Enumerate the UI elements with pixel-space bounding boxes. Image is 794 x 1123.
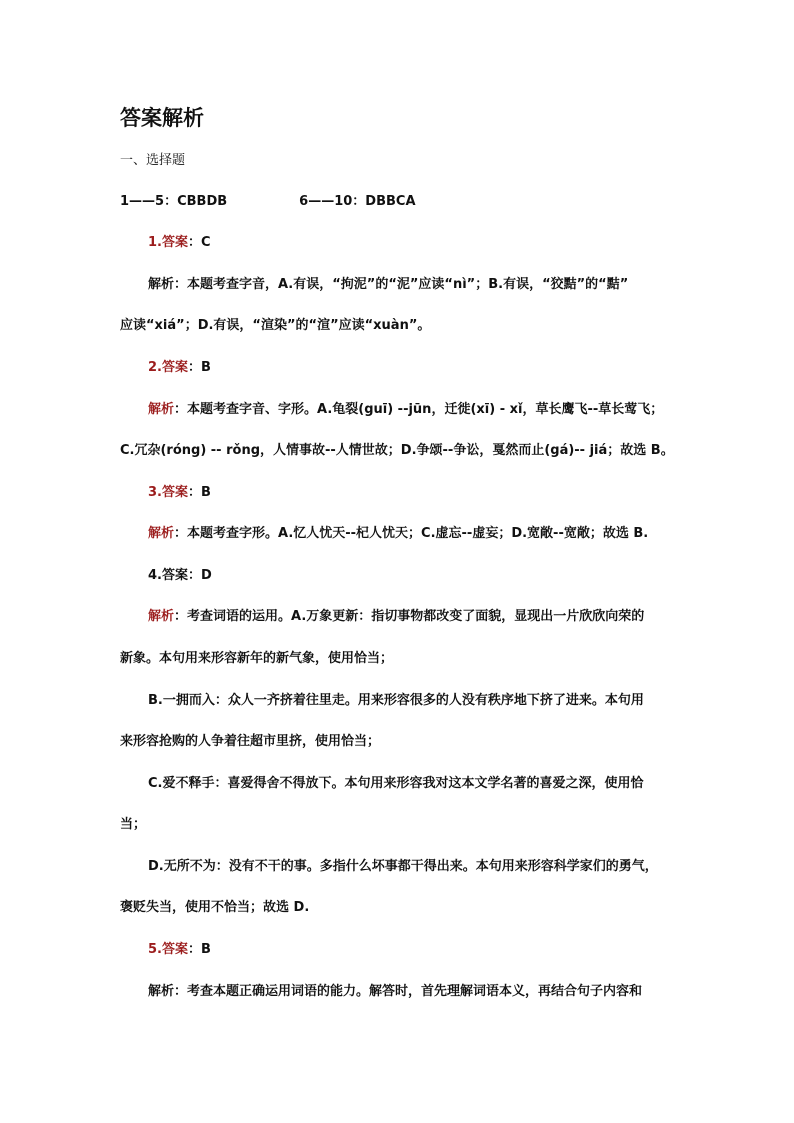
q1-answer bbox=[148, 234, 684, 252]
answer-key-6-10: 6——10：DBBCA bbox=[299, 194, 416, 209]
q1-explanation-line-1: 解析：本题考查字音，A.有误，“拘泥”的“泥”应读“nì”；B.有误，“狡黠”的“黠” bbox=[148, 277, 629, 292]
answer-key-row bbox=[120, 193, 684, 211]
q2-answer-value: ：B bbox=[187, 360, 211, 375]
q4-explanation-label: 解析 bbox=[148, 609, 175, 624]
q5-answer-value: ：B bbox=[187, 942, 211, 957]
q3-answer bbox=[148, 484, 684, 502]
q4-option-c-line-2: 当； bbox=[120, 817, 147, 832]
q5-answer bbox=[148, 941, 684, 959]
q2-answer bbox=[148, 359, 684, 377]
q3-answer-label: 3.答案 bbox=[148, 485, 188, 500]
q3-answer-value: ：B bbox=[187, 485, 211, 500]
q3-explanation-line-1 bbox=[148, 525, 684, 543]
q3-explanation-label: 解析 bbox=[148, 526, 175, 541]
q2-explanation-line-1 bbox=[148, 401, 684, 419]
q1-answer-value: ：C bbox=[187, 235, 211, 250]
q5-explanation-line-1: 解析：考查本题正确运用词语的能力。解答时，首先理解词语本义，再结合句子内容和 bbox=[148, 984, 643, 999]
q4-explanation-line-2: 新象。本句用来形容新年的新气象，使用恰当； bbox=[120, 651, 394, 666]
q4-explanation-text: ：考查词语的运用。A.万象更新：指切事物都改变了面貌，显现出一片欣欣向荣的 bbox=[174, 609, 645, 624]
section-heading: 一、选择题 bbox=[120, 153, 186, 168]
q2-explanation-line-2: C.冗杂(róng) -- rǒng，人情事故--人情世故；D.争颂--争讼，戛然而止(gá)-- jiá；故选 B。 bbox=[120, 443, 674, 458]
q4-option-c-line-1: C.爱不释手：喜爱得舍不得放下。本句用来形容我对这本文学名著的喜爱之深，使用恰 bbox=[148, 776, 644, 791]
q4-explanation-line-1 bbox=[148, 608, 684, 626]
q4-option-d-line-2: 褒贬失当，使用不恰当；故选 D. bbox=[120, 900, 310, 915]
q4-answer: 4.答案：D bbox=[148, 568, 212, 583]
q3-explanation-text: ：本题考查字形。A.忆人忧天--杞人忧天；C.虚忘--虚妄；D.宽敞--宽敞；故选 B. bbox=[174, 526, 649, 541]
q4-option-b-line-1: B.一拥而入：众人一齐挤着往里走。用来形容很多的人没有秩序地下挤了进来。本句用 bbox=[148, 693, 644, 708]
q5-answer-label: 5.答案 bbox=[148, 942, 188, 957]
q2-explanation-text: ：本题考查字音、字形。A.龟裂(guī) --jūn，迁徙(xī) - xǐ，草长鹰飞--草长莺飞； bbox=[174, 402, 664, 417]
q2-explanation-label: 解析 bbox=[148, 402, 175, 417]
q2-answer-label: 2.答案 bbox=[148, 360, 188, 375]
q1-answer-label: 1.答案 bbox=[148, 235, 188, 250]
q4-option-b-line-2: 来形容抢购的人争着往超市里挤，使用恰当； bbox=[120, 734, 381, 749]
q4-option-d-line-1: D.无所不为：没有不干的事。多指什么坏事都干得出来。本句用来形容科学家们的勇气， bbox=[148, 859, 658, 874]
q1-explanation-line-2: 应读“xiá”；D.有误，“渲染”的“渲”应读“xuàn”。 bbox=[120, 318, 431, 333]
answer-key-1-5: 1——5：CBBDB bbox=[120, 194, 228, 209]
page-title: 答案解析 bbox=[120, 106, 204, 130]
